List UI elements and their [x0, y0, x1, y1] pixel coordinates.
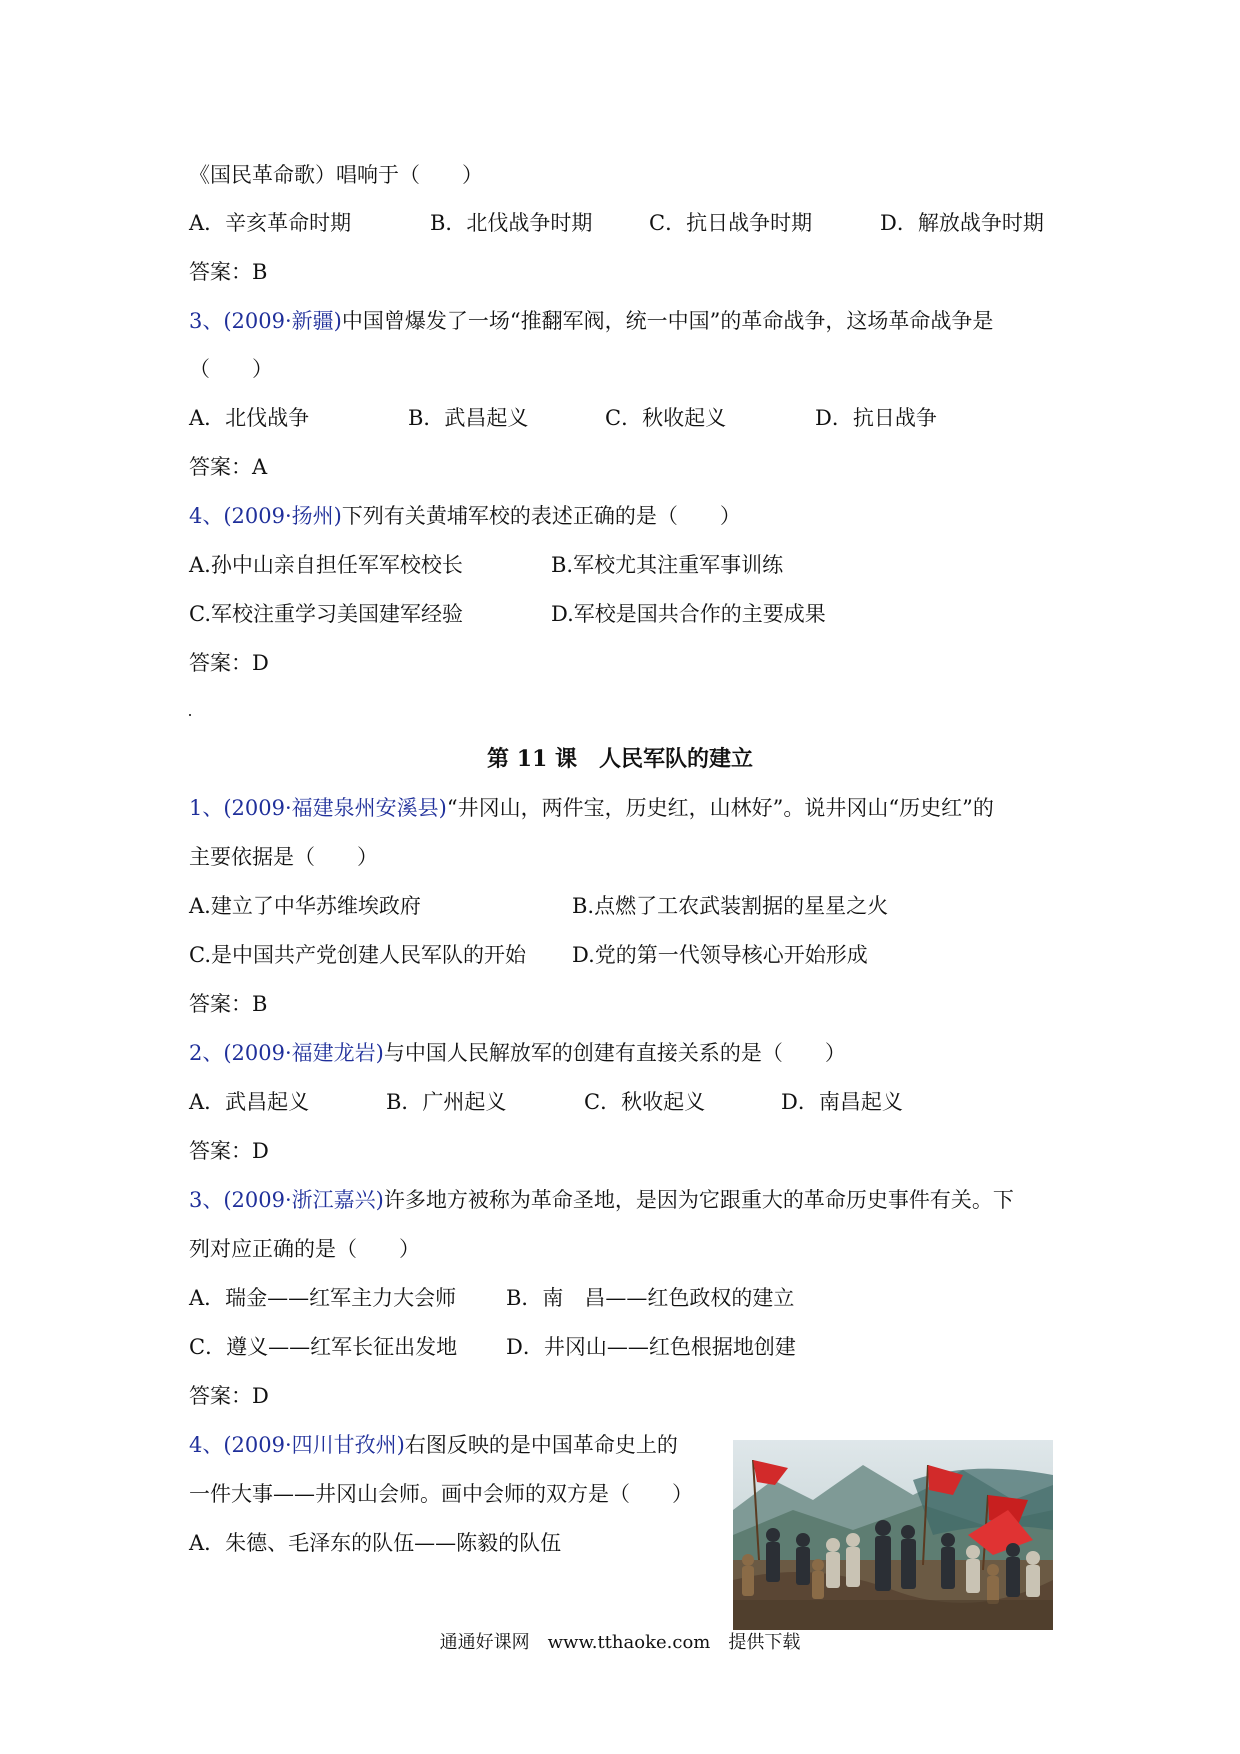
q2-option-d: D．南昌起义 [781, 1090, 903, 1114]
q-prev3-option-d: D．抗日战争 [815, 406, 937, 430]
q4-stem-line2: 一件大事——井冈山会师。画中会师的双方是（ ） [189, 1482, 693, 1506]
q-prev2-option-d: D．解放战争时期 [880, 211, 1044, 235]
q1-stem [189, 793, 994, 823]
q1-source: 1、(2009·福建泉州安溪县) [189, 796, 447, 820]
q2-stem [189, 1038, 846, 1068]
q3-source: 3、(2009·浙江嘉兴) [189, 1188, 384, 1212]
q-prev2-option-a: A．辛亥革命时期 [189, 211, 352, 235]
q-prev4-stem [189, 501, 741, 531]
page-footer: 通通好课网 www.tthaoke.com 提供下载 [439, 1632, 801, 1653]
q1-stem-line2: 主要依据是（ ） [189, 845, 378, 869]
q-prev4-option-b: B.军校尤其注重军事训练 [551, 553, 784, 577]
q2-option-a: A．武昌起义 [189, 1090, 310, 1114]
q2-answer: 答案：D [189, 1139, 269, 1163]
q3-stem [189, 1185, 1014, 1215]
q3-option-b: B．南 昌——红色政权的建立 [506, 1286, 795, 1310]
q1-stem-line1: “井冈山，两件宝，历史红，山林好”。说井冈山“历史红”的 [446, 796, 994, 820]
q-prev2-stem: 《国民革命歌）唱响于（ ） [189, 163, 483, 187]
q-prev4-option-c: C.军校注重学习美国建军经验 [189, 602, 463, 626]
q-prev3-answer: 答案：A [189, 455, 268, 479]
q3-option-d: D．井冈山——红色根据地创建 [506, 1335, 796, 1359]
q1-option-d: D.党的第一代领导核心开始形成 [572, 943, 868, 967]
q4-option-a: A．朱德、毛泽东的队伍——陈毅的队伍 [189, 1531, 562, 1555]
q3-option-c: C．遵义——红军长征出发地 [189, 1335, 458, 1359]
q-prev3-option-b: B．武昌起义 [408, 406, 529, 430]
q-prev4-option-d: D.军校是国共合作的主要成果 [551, 602, 826, 626]
q3-answer: 答案：D [189, 1384, 269, 1408]
q4-source: 4、(2009·四川甘孜州) [189, 1433, 405, 1457]
q4-stem-line1: 右图反映的是中国革命史上的 [404, 1433, 678, 1457]
q-prev4-source: 4、(2009·扬州) [189, 504, 342, 528]
q2-stem-text: 与中国人民解放军的创建有直接关系的是（ ） [383, 1041, 846, 1065]
q2-option-c: C．秋收起义 [584, 1090, 706, 1114]
lesson-title: 第 11 课 人民军队的建立 [487, 746, 753, 772]
q-prev2-option-b: B．北伐战争时期 [430, 211, 593, 235]
q-prev4-option-a: A.孙中山亲自担任军军校校长 [189, 553, 463, 577]
q-prev3-source: 3、(2009·新疆) [189, 309, 342, 333]
q-prev3-option-a: A．北伐战争 [189, 406, 310, 430]
q-prev3-option-c: C．秋收起义 [605, 406, 727, 430]
jinggangshan-painting [733, 1440, 1053, 1630]
q-prev3-stem [189, 306, 993, 336]
q-prev2-answer: 答案：B [189, 260, 268, 284]
q1-option-a: A.建立了中华苏维埃政府 [189, 894, 421, 918]
q3-stem-line1: 许多地方被称为革命圣地，是因为它跟重大的革命历史事件有关。下 [383, 1188, 1014, 1212]
q-prev3-stem-line2: （ ） [189, 357, 273, 381]
q3-option-a: A．瑞金——红军主力大会师 [189, 1286, 457, 1310]
q1-option-c: C.是中国共产党创建人民军队的开始 [189, 943, 526, 967]
q1-option-b: B.点燃了工农武装割据的星星之火 [572, 894, 889, 918]
q2-source: 2、(2009·福建龙岩) [189, 1041, 384, 1065]
q-prev4-answer: 答案：D [189, 651, 269, 675]
stray-mark [189, 714, 191, 716]
q-prev3-stem-line1: 中国曾爆发了一场“推翻军阀，统一中国”的革命战争，这场革命战争是 [341, 309, 994, 333]
q2-option-b: B．广州起义 [386, 1090, 507, 1114]
q-prev2-option-c: C．抗日战争时期 [649, 211, 813, 235]
q1-answer: 答案：B [189, 992, 268, 1016]
q4-stem [189, 1430, 678, 1460]
q-prev4-stem-text: 下列有关黄埔军校的表述正确的是（ ） [341, 504, 741, 528]
q3-stem-line2: 列对应正确的是（ ） [189, 1237, 420, 1261]
